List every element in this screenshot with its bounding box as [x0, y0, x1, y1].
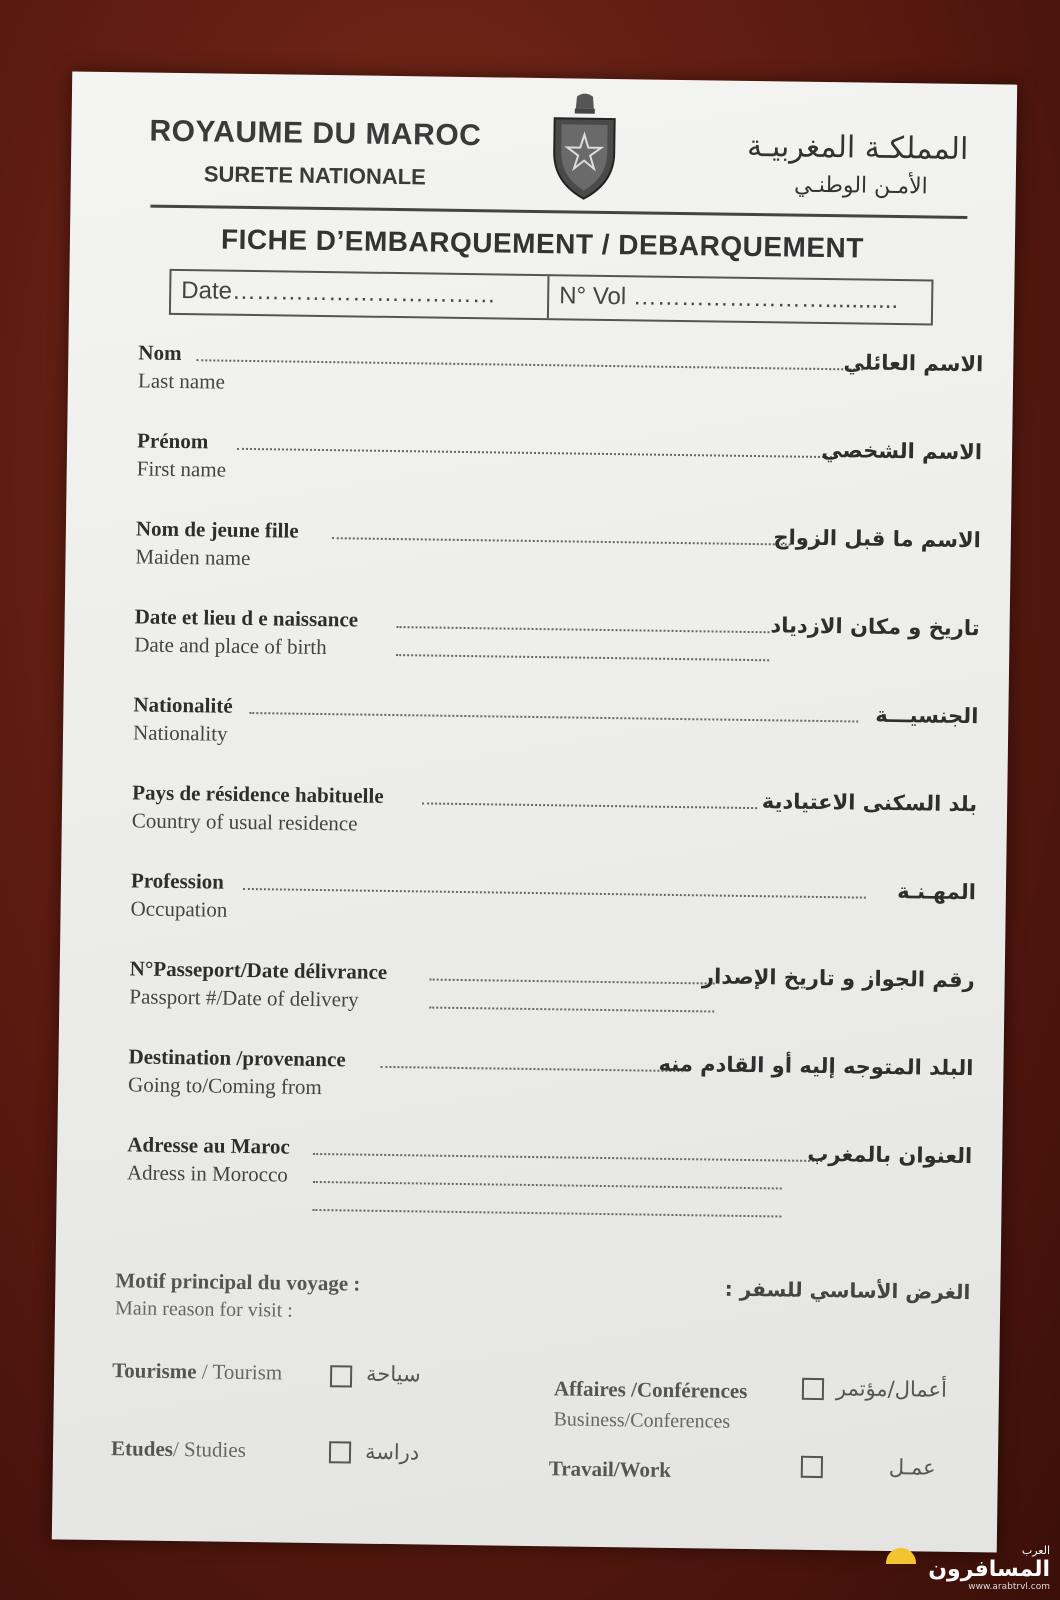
- field-label-fr: Prénom: [136, 428, 209, 454]
- business-ar: أعمال/مؤتمر: [835, 1376, 948, 1402]
- field-label-ar: الاسم العائلي: [843, 350, 984, 377]
- watermark-logo-text: المسافرون: [928, 1557, 1050, 1582]
- fill-line[interactable]: [430, 979, 715, 985]
- field-passport[interactable]: [129, 956, 975, 1038]
- header-french: [149, 115, 482, 192]
- fill-line[interactable]: [237, 448, 832, 458]
- fill-line[interactable]: [196, 359, 863, 370]
- field-label-en: Date and place of birth: [134, 632, 327, 660]
- coat-of-arms-icon: [549, 90, 621, 203]
- header-divider: [150, 205, 967, 219]
- field-label-ar: المهـنـة: [897, 879, 977, 905]
- field-label-en: Passport #/Date of delivery: [129, 984, 359, 1012]
- tourism-ar: سياحة: [365, 1361, 421, 1387]
- field-birth[interactable]: [134, 604, 980, 686]
- date-flight-box: [169, 269, 934, 326]
- field-label-ar: الجنسيـــة: [875, 702, 979, 729]
- watermark-url: www.arabtrvl.com: [968, 1582, 1050, 1592]
- studies-en: / Studies: [172, 1437, 247, 1463]
- field-label-fr: N°Passeport/Date délivrance: [129, 956, 388, 984]
- field-label-en: Country of usual residence: [131, 808, 358, 836]
- field-label-ar: الاسم الشخصي: [821, 437, 983, 465]
- visit-reason-label-ar: الغرض الأساسي للسفر :: [724, 1276, 971, 1305]
- field-first-name[interactable]: [136, 428, 982, 510]
- field-label-fr: Nom: [138, 340, 182, 366]
- header-arabic: [746, 129, 968, 200]
- field-label-en: Last name: [137, 368, 226, 394]
- field-label-en: Maiden name: [135, 544, 251, 571]
- date-field[interactable]: Date……………………………: [171, 271, 550, 318]
- kingdom-title-ar: المملكـة المغربيـة: [746, 128, 969, 167]
- business-fr: Affaires /Conférences: [553, 1376, 748, 1404]
- fill-line[interactable]: [332, 537, 791, 545]
- field-label-fr: Pays de résidence habituelle: [132, 780, 384, 808]
- field-last-name[interactable]: [138, 340, 984, 422]
- field-label-ar: البلد المتوجه إليه أو القادم منه: [658, 1051, 974, 1081]
- option-business-label: [554, 1376, 748, 1404]
- field-label-fr: Profession: [130, 868, 225, 894]
- field-label-en: First name: [136, 456, 227, 482]
- national-security-title: SURETE NATIONALE: [203, 161, 426, 190]
- field-label-en: Going to/Coming from: [127, 1072, 322, 1100]
- studies-checkbox[interactable]: [329, 1441, 351, 1463]
- field-label-en: Occupation: [130, 896, 228, 922]
- field-label-fr: Nom de jeune fille: [135, 516, 299, 543]
- fill-line[interactable]: [249, 712, 858, 723]
- visit-reason-section: [115, 1268, 971, 1332]
- field-nationality[interactable]: [133, 692, 979, 774]
- visit-reason-label-fr: Motif principal du voyage :: [115, 1268, 361, 1296]
- visit-reason-label-en: Main reason for visit :: [114, 1297, 293, 1322]
- field-label-ar: الاسم ما قبل الزواج: [773, 525, 982, 553]
- fill-line[interactable]: [243, 888, 866, 899]
- field-residence[interactable]: [131, 780, 977, 862]
- fill-line-2[interactable]: [313, 1181, 782, 1190]
- field-label-fr: Adresse au Maroc: [127, 1132, 291, 1159]
- business-en: Business/Conferences: [553, 1408, 731, 1433]
- fill-line-2[interactable]: [429, 1007, 714, 1013]
- fill-line[interactable]: [397, 626, 770, 633]
- site-watermark: [928, 1544, 1050, 1592]
- fill-line[interactable]: [422, 802, 757, 809]
- watermark-small: العرب: [1021, 1544, 1050, 1557]
- business-checkbox[interactable]: [802, 1378, 824, 1400]
- option-tourism-label: [112, 1358, 282, 1385]
- flight-number-field[interactable]: N° Vol ……………………...........: [559, 282, 899, 315]
- form-title: FICHE D’EMBARQUEMENT / DEBARQUEMENT: [220, 223, 865, 264]
- field-maiden-name[interactable]: [135, 516, 981, 598]
- boarding-card: [52, 71, 1017, 1552]
- field-address[interactable]: [126, 1132, 972, 1254]
- tourism-checkbox[interactable]: [330, 1365, 352, 1387]
- field-label-fr: Date et lieu d e naissance: [134, 604, 359, 632]
- work-checkbox[interactable]: [801, 1456, 823, 1478]
- option-work-label: [549, 1456, 671, 1483]
- kingdom-title: ROYAUME DU MAROC: [149, 114, 482, 153]
- fill-line-3[interactable]: [312, 1209, 781, 1218]
- field-label-en: Nationality: [132, 720, 228, 746]
- fill-line[interactable]: [313, 1153, 822, 1162]
- field-label-en: Adress in Morocco: [126, 1160, 289, 1187]
- field-destination[interactable]: [128, 1044, 974, 1126]
- studies-ar: دراسة: [364, 1439, 420, 1465]
- work-ar: عمـل: [888, 1455, 936, 1480]
- field-occupation[interactable]: [130, 868, 976, 950]
- field-label-ar: بلد السكنى الاعتيادية: [761, 789, 978, 817]
- fill-line-2[interactable]: [396, 654, 769, 661]
- national-security-title-ar: الأمـن الوطنـي: [793, 172, 928, 200]
- field-label-ar: العنوان بالمغرب: [807, 1141, 973, 1169]
- option-studies-label: [111, 1436, 246, 1463]
- field-label-ar: رقم الجواز و تاريخ الإصدار: [701, 964, 975, 993]
- studies-fr: Etudes: [110, 1436, 174, 1462]
- field-label-ar: تاريخ و مكان الازدياد: [770, 613, 980, 641]
- tourism-fr: Tourisme: [111, 1358, 197, 1384]
- field-label-fr: Destination /provenance: [128, 1044, 346, 1072]
- field-label-fr: Nationalité: [133, 692, 233, 718]
- fill-line[interactable]: [380, 1066, 683, 1072]
- work-fr: Travail/Work: [548, 1456, 672, 1482]
- tourism-en: / Tourism: [196, 1359, 283, 1385]
